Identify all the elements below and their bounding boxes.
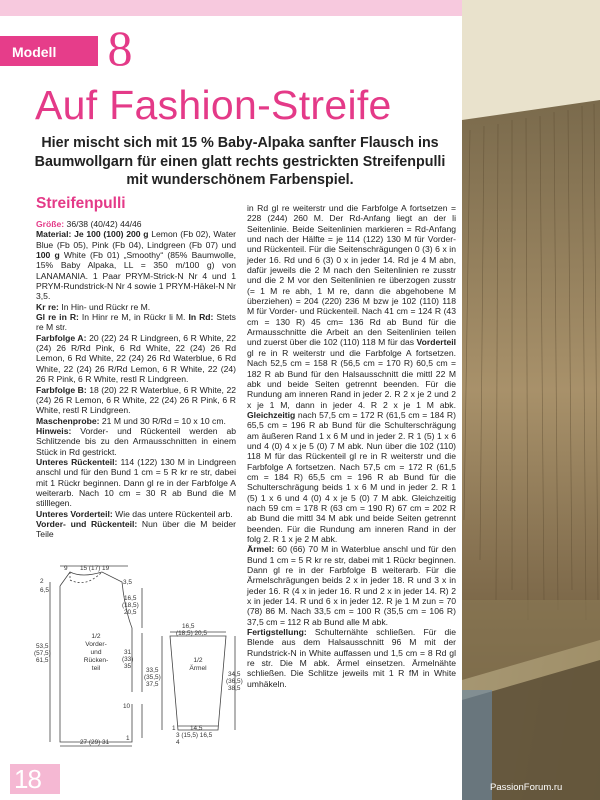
unteres-vorderteil-label: Unteres Vorderteil:: [36, 508, 113, 519]
diag-right-165: 16,5: [124, 595, 137, 602]
diag-right-33: (33): [122, 656, 134, 663]
diag-body-top: 9: [64, 565, 68, 572]
col2-text-e: Schulternähte schließen. Für die Blende aus dem Halsausschnitt 96 M mit der Rundstrick-N in White auffassen und 1,5 cm = 8 Rd gl re str. Die M abk. Ärmel einsetzen. Ärmelnähte schließen. Die Schlitze jeweils mit 1 R fM in White umhäkeln.: [247, 627, 456, 689]
diag-right-35: 3,5: [123, 579, 132, 586]
diag-sleeve-1: 1: [172, 725, 176, 732]
diag-sleeve-top1: 16,5: [182, 623, 195, 630]
material-bold: 100 g: [36, 250, 60, 261]
diag-sleeve-left3: 37,5: [146, 681, 159, 688]
diag-sleeve-right2: (36,5): [226, 678, 243, 685]
diag-sleeve-top2: (18,5) 20,5: [176, 630, 207, 637]
vorderteil-label: Vorderteil: [416, 337, 456, 348]
diag-left-2: 2: [40, 578, 44, 585]
sleeve-outline: [170, 636, 226, 730]
gleichzeitig-label: Gleichzeitig: [247, 409, 296, 420]
schematic-diagram: [30, 558, 252, 750]
col2-text-d: 60 (66) 70 M in Waterblue anschl und für den Bund 1 cm = 5 R kr re str, dabei mit 1 Rückr beginnen. Dann gl re in der Farbfolge B weiterarb. Für die Ärmelschrägungen beids 2 x in jeder 18. R und 3 x in jeder 16. R (4 x in jeder 16. R und 2 x in jeder 14. R) 2 x in jeder 14. R und 6 x in jeder 12. R je 1 M zun = 70 (78) 86 M. Nach 33,5 cm = 100 R (35,5 cm = 106 R) 37,5 cm = 112 R ab Bund alle M abk.: [247, 544, 456, 627]
diag-bottom: 27 (29) 31: [80, 739, 110, 746]
diag-sleeve-bottom1: 14,5: [190, 725, 203, 732]
diag-sleeve-label1: 1/2: [193, 657, 203, 664]
farbfolge-b-label: Farbfolge B:: [36, 384, 87, 395]
groesse-text: 36/38 (40/42) 44/46: [64, 219, 142, 229]
modell-number: 8: [98, 24, 142, 72]
diag-right-31: 31: [124, 649, 132, 656]
diag-left-615: 61,5: [36, 657, 49, 664]
inrd-text: Stets re M str.: [36, 312, 236, 333]
vorder-rueckenteil-text: Nun über die M beider Teile: [36, 518, 236, 540]
vorder-rueckenteil-label: Vorder- und Rückenteil:: [36, 518, 138, 529]
diag-body-top2: 15 (17) 19: [80, 565, 110, 572]
maschenprobe-text: 21 M und 30 R/Rd = 10 x 10 cm.: [99, 415, 226, 426]
diag-right-1: 1: [126, 735, 130, 742]
inrd-label: In Rd:: [188, 312, 214, 323]
diag-center-2: Vorder-: [85, 641, 107, 648]
text-column-2: [247, 203, 456, 689]
col2-text-c: nach 57,5 cm = 172 R (61,5 cm = 184 R) 65,5 cm = 196 R ab Bund für die Schulterschrägung am äußeren Rand 1 x 6 M und in jeder 2. R 1 (5) 1 x 6 und 4 (0) 4 x je 5 (0) 7 M abk. Nun über die 102 (110) 118 M für das Rückenteil gl re in R weiterstr und die Farbfolge A fortsetzen. Nach 57,5 cm = 172 R (61,5 cm = 184 R) 65,5 cm = 196 R ab Bund für die Schulterschrägung beids 1 x 6 M und in jeder 2. R 1 (5) 1 x 6 und 4 (0) 4 x je 5 (0) 7 M abk. Gleichzeitig nach 59 cm = 178 R (63 cm = 190 R) 67 cm = 202 R ab Bund die mittl 34 M abk und beide Seiten getrennt beenden. Für die Rundung am inneren Rand in der folg 2. R 1 x je 2 M abk.: [247, 409, 456, 544]
diag-right-10: 10: [123, 703, 131, 710]
diag-right-35b: 35: [124, 663, 132, 670]
material-text-2: White (Fb 01) „Smoothy“ (85% Baumwolle, 15% Baby Alpaka, LL = 350 m/100 g) von LANAMANIA. 1 Paar PRYM-Strick-N Nr 4 und 1 PRYM-Rundstrick-N Nr 4 sowie 1 PRYM-Häkel-N Nr 3,5.: [36, 250, 236, 302]
diag-center-3: und: [90, 649, 102, 656]
kr-text: In Hin- und Rückr re M.: [58, 301, 151, 312]
gl-label: Gl re in R:: [36, 312, 79, 323]
fertigstellung-label: Fertigstellung:: [247, 627, 307, 638]
diag-right-185: (18,5): [122, 602, 139, 609]
diag-center-5: teil: [91, 665, 101, 672]
page-title: Auf Fashion-Streife: [35, 82, 392, 128]
diag-right-205: 20,5: [124, 609, 137, 616]
gl-text: In Hinr re M, in Rückr li M.: [78, 312, 189, 323]
material-text: Lemon (Fb 02), Water Blue (Fb 05), Pink (Fb 04), Lindgreen (Fb 07) und: [36, 229, 236, 250]
diag-center-4: Rücken-: [83, 657, 109, 664]
diag-sleeve-bottom3: 4: [176, 739, 180, 746]
diag-left-65: 6,5: [40, 587, 49, 594]
diag-sleeve-right3: 38,5: [228, 685, 241, 692]
col2-text-a: in Rd gl re weiterstr und die Farbfolge A fortsetzen = 228 (244) 260 M. Der Rd-Anfang liegt an der li Seitenlinie. Beide Seitenlinien markieren = Rd-Anfang und nach der Hälfte = je 114 (122) 130 M für Vorder- und Rückenteil. Für die Seitenschrägungen 0 (3) 6 x in jeder 16. Rd und 6 (3) 0 x in jeder 14. Rd je 4 M abn, dafür jeweils die 2 M nach den Seitenlinien re zusstr und die 2 M vor den Seitenlinien re überzogen zusstr (= 1 M re abh, 1 M re, dann die abgehobene M überziehen) = 204 (220) 236 M bzw je 102 (110) 118 M für Vorder- und Rückenteil. Nach 41 cm = 124 R (43 cm = 130 R) 45 cm= 136 Rd ab Bund für die Armausschnitte die Arbeit an den Seitenlinien teilen und zuerst über die 102 (110) 118 M für das: [247, 203, 456, 348]
hinweis-label: Hinweis:: [36, 425, 72, 436]
diag-sleeve-left2: (35,5): [144, 674, 161, 681]
material-label: Material: Je 100 (100) 200 g: [36, 229, 149, 240]
intro-text: Hier mischt sich mit 15 % Baby-Alpaka sanfter Flausch ins Baumwollgarn für einen glatt rechts gestrickten Streifenpulli mit wunderschönem Farbenspiel.: [34, 135, 446, 188]
page-number: 18: [14, 764, 41, 794]
maschenprobe-label: Maschenprobe:: [36, 415, 100, 426]
kr-label: Kr re:: [36, 301, 59, 312]
diag-sleeve-bottom2: 3 (15,5) 16,5: [176, 732, 213, 739]
farbfolge-a-text: 20 (22) 24 R Lindgreen, 6 R White, 22 (24) 26 R/Rd Pink, 6 Rd White, 22 (24) 26 Rd Lemon, 6 Rd White, 22 (24) 26 Rd Waterblue, 6 Rd White, 22 (24) 26 R/Rd Lemon, 6 R White, 22 (24) 26 R Pink, 6 R White, restl R Lindgreen.: [36, 332, 236, 385]
unteres-vorderteil-text: Wie das untere Rückenteil arb.: [112, 508, 233, 519]
groesse-label: Größe:: [36, 219, 65, 229]
text-column-1: [36, 219, 236, 540]
diag-left-535: 53,5: [36, 643, 49, 650]
unteres-rueckenteil-label: Unteres Rückenteil:: [36, 456, 118, 467]
diag-left-575: (57,5): [34, 650, 51, 657]
unteres-rueckenteil-text: 114 (122) 130 M in Lindgreen anschl und für den Bund 1 cm = 5 R kr re str, dabei mit 1 Rückr beginnen. Dann gl re in der Farbfolge A weiterarb. Nach 10 cm = 30 R ab Bund die M stilllegen.: [36, 456, 236, 509]
hinweis-text: Vorder- und Rückenteil werden ab Schlitzende bis zu den Armausschnitten in einem Stück in Rd gestrickt.: [36, 425, 236, 457]
diag-sleeve-label2: Ärmel: [189, 665, 207, 672]
footer-bar: [0, 762, 600, 800]
diag-center-1: 1/2: [91, 633, 101, 640]
model-photo: [462, 0, 600, 800]
modell-label: Modell: [12, 44, 57, 60]
diag-sleeve-right1: 34,5: [228, 671, 241, 678]
diag-sleeve-left1: 33,5: [146, 667, 159, 674]
watermark: PassionForum.ru: [490, 782, 563, 793]
aermel-label: Ärmel:: [247, 544, 275, 555]
article-subtitle: Streifenpulli: [36, 195, 126, 212]
farbfolge-a-label: Farbfolge A:: [36, 332, 87, 343]
col2-text-b: gl re in R weiterstr und die Farbfolge A fortsetzen. Nach 52,5 cm = 158 R (56,5 cm = 170 R) 60,5 cm = 182 R ab Bund für den Halsausschnitt die mittl 22 M abk und beide Seiten getrennt beenden. Für die Rundung am inneren Rand in jeder 2. R 2 x je 2 und 2 x je 1 M, dann in jeder 4. R 2 x je 1 M abk.: [247, 347, 456, 410]
farbfolge-b-text: 18 (20) 22 R Waterblue, 6 R White, 22 (24) 26 R Lemon, 6 R White, 22 (24) 26 R Pink, 6 R White, restl R Lindgreen.: [36, 384, 237, 416]
